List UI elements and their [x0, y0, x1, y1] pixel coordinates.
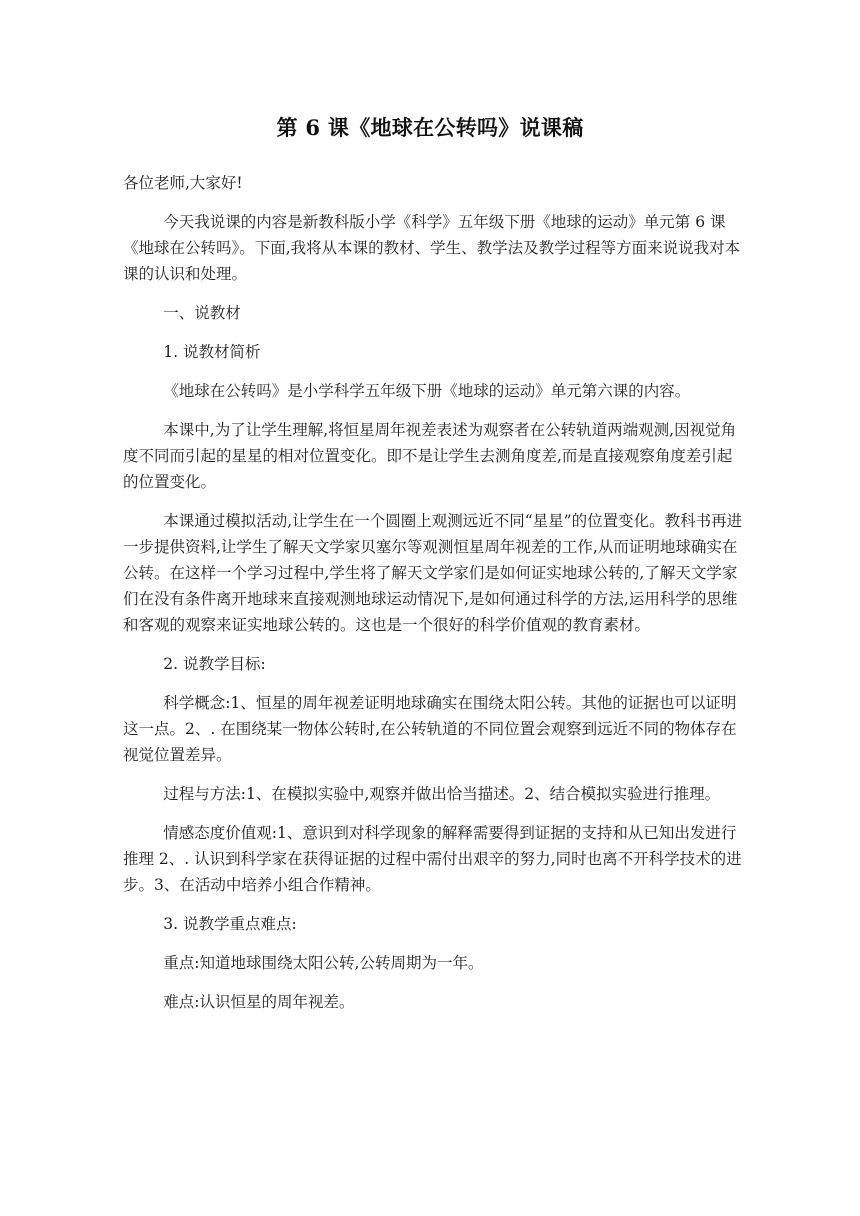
goal-process-method: 过程与方法:1、在模拟实验中,观察并做出恰当描述。2、结合模拟实验进行推理。 — [163, 785, 721, 803]
document-body — [123, 170, 743, 1028]
goal-emotion-values: 情感态度价值观:1、意识到对科学现象的解释需要得到证据的支持和从已知出发进行推理 2、. 认识到科学家在获得证据的过程中需付出艰辛的努力,同时也离不开科学技术的进步。3、在活动中培养小组合作精神。 — [123, 824, 742, 894]
textbook-paragraph-1: 《地球在公转吗》是小学科学五年级下册《地球的运动》单元第六课的内容。 — [163, 382, 691, 400]
document-title: 第 6 课《地球在公转吗》说课稿 — [276, 115, 584, 140]
subheading-textbook-analysis: 1. 说教材简析 — [163, 343, 261, 361]
section-heading-textbook: 一、说教材 — [163, 304, 241, 322]
greeting-paragraph: 各位老师,大家好! — [123, 174, 243, 192]
subheading-teaching-goals: 2. 说教学目标: — [163, 655, 266, 673]
goal-science-concept: 科学概念:1、恒星的周年视差证明地球确实在围绕太阳公转。其他的证据也可以证明这一点。2、. 在围绕某一物体公转时,在公转轨道的不同位置会观察到远近不同的物体存在视觉位置差异。 — [123, 694, 737, 764]
intro-paragraph: 今天我说课的内容是新教科版小学《科学》五年级下册《地球的运动》单元第 6 课《地球在公转吗》。下面,我将从本课的教材、学生、教学法及教学过程等方面来说说我对本课的认识和处理。 — [123, 213, 741, 283]
key-point-paragraph: 重点:知道地球围绕太阳公转,公转周期为一年。 — [163, 954, 484, 972]
difficult-point-paragraph: 难点:认识恒星的周年视差。 — [163, 993, 355, 1011]
textbook-paragraph-3: 本课通过模拟活动,让学生在一个圆圈上观测远近不同“星星”的位置变化。教科书再进一步提供资料,让学生了解天文学家贝塞尔等观测恒星周年视差的工作,从而证明地球确实在公转。在这样一个学习过程中,学生将了解天文学家们是如何证实地球公转的,了解天文学家们在没有条件离开地球来直接观测地球运动情况下,是如何通过科学的方法,运用科学的思维和客观的观察来证实地球公转的。这也是一个很好的科学价值观的教育素材。 — [123, 512, 743, 634]
subheading-key-difficult: 3. 说教学重点难点: — [163, 915, 297, 933]
textbook-paragraph-2: 本课中,为了让学生理解,将恒星周年视差表述为观察者在公转轨道两端观测,因视觉角度不同而引起的星星的相对位置变化。即不是让学生去测角度差,而是直接观察角度差引起的位置变化。 — [123, 421, 737, 491]
